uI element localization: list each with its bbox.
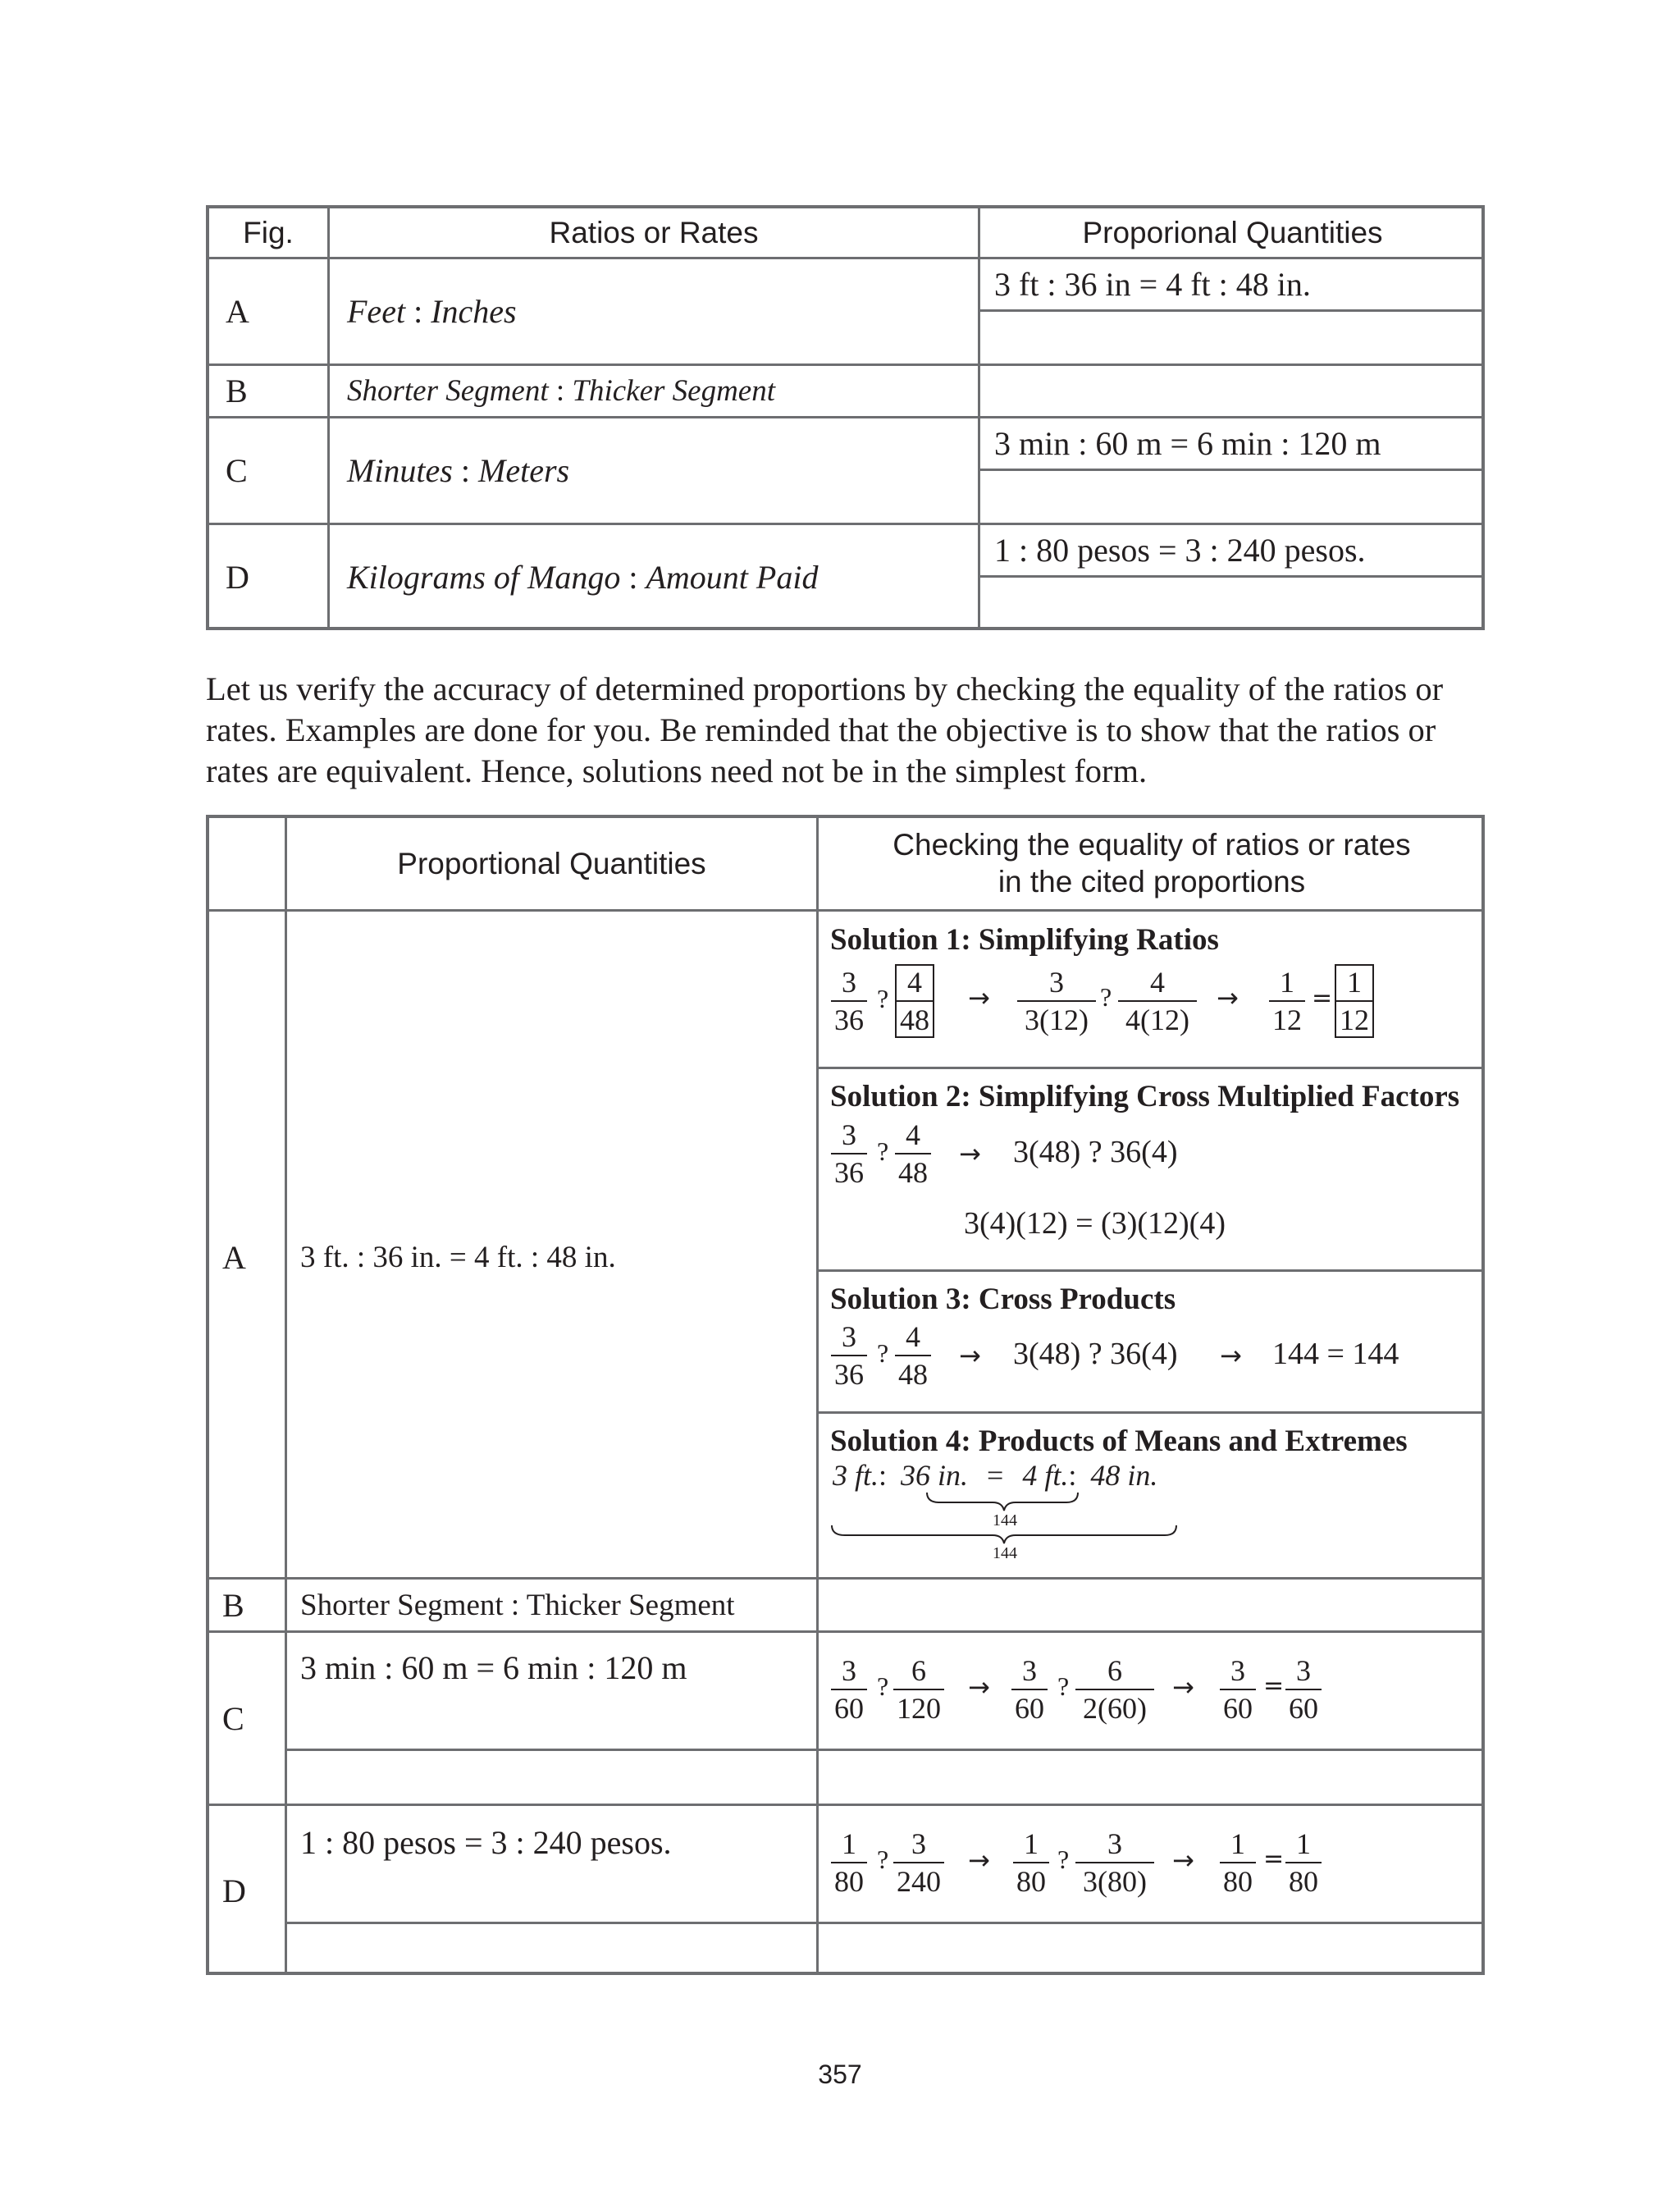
- fraction: [831, 1320, 867, 1391]
- verification-table: [206, 815, 1485, 1975]
- numerator: 4: [1150, 966, 1165, 999]
- equals-sign: =: [987, 1459, 1004, 1492]
- mean-c: 4 ft.: [1022, 1459, 1069, 1492]
- quantity-c: 3 min : 60 m = 6 min : 120 m: [994, 425, 1381, 462]
- ratio-d-right: Amount Paid: [646, 558, 819, 596]
- denominator: 80: [1289, 1865, 1318, 1898]
- numerator: 3: [1230, 1654, 1245, 1687]
- arrow-icon: →: [968, 1671, 990, 1703]
- denominator: 48: [898, 1156, 928, 1189]
- denominator: 3(12): [1025, 1004, 1089, 1036]
- row-divider: [816, 1067, 1481, 1069]
- fraction: [1075, 1827, 1154, 1898]
- question-mark: ?: [1100, 982, 1112, 1012]
- quantity-d: 1 : 80 pesos = 3 : 240 pesos.: [994, 532, 1366, 569]
- denominator: 36: [834, 1358, 864, 1391]
- cross-multiplied-expression: 3(48) ? 36(4): [1013, 1135, 1178, 1169]
- denominator: 36: [834, 1156, 864, 1189]
- ratio-b-left: Shorter Segment: [347, 374, 549, 408]
- numerator: 4: [906, 1320, 920, 1353]
- numerator: 3: [842, 1320, 856, 1353]
- denominator: 4(12): [1125, 1004, 1189, 1036]
- row-divider: [209, 1630, 1481, 1633]
- header-ratios: Ratios or Rates: [549, 215, 759, 249]
- fig-a-label: A: [226, 293, 249, 330]
- fraction: [1285, 1654, 1322, 1725]
- ratio-a-right: Inches: [431, 293, 517, 330]
- arrow-icon: →: [1172, 1845, 1194, 1876]
- numerator: 3: [1049, 966, 1064, 999]
- question-mark: ?: [877, 1671, 889, 1701]
- equals-sign: =: [1263, 1845, 1285, 1873]
- fig-d-label: D: [222, 1872, 246, 1909]
- row-divider: [978, 575, 1481, 578]
- numerator: 3: [911, 1827, 926, 1860]
- denominator: 3(80): [1083, 1865, 1147, 1898]
- numerator: 4: [906, 1118, 920, 1151]
- ratio-d: Kilograms of Mango : Amount Paid: [347, 558, 819, 596]
- question-mark: ?: [877, 1845, 889, 1874]
- denominator: 12: [1272, 1004, 1302, 1036]
- numerator: 3: [842, 1654, 856, 1687]
- numerator: 6: [911, 1654, 926, 1687]
- fraction: [895, 1118, 931, 1189]
- arrow-icon: →: [959, 1340, 981, 1371]
- denominator: 48: [900, 1004, 929, 1036]
- row-divider: [285, 1749, 1481, 1751]
- quantity-c: [300, 1643, 687, 1692]
- numerator: 1: [1230, 1827, 1245, 1860]
- row-divider: [816, 1269, 1481, 1272]
- fig-a-label: A: [222, 1238, 246, 1276]
- arrow-icon: →: [968, 982, 990, 1013]
- quantity-a: 3 ft : 36 in = 4 ft : 48 in.: [994, 266, 1311, 303]
- solution4-title: Solution 4: Products of Means and Extremes: [830, 1424, 1408, 1458]
- fraction: [1013, 1827, 1049, 1898]
- denominator: 60: [834, 1692, 864, 1725]
- ratio-d-left: Kilograms of Mango: [347, 558, 621, 596]
- ratios-table: [206, 205, 1485, 630]
- quantity-a: [300, 1237, 616, 1278]
- fraction: [1220, 1654, 1256, 1725]
- fraction: [1017, 966, 1096, 1036]
- header-proportional-quantities: Proportional Quantities: [397, 846, 706, 880]
- ratio-c-left: Minutes: [347, 452, 453, 489]
- fraction: [831, 1654, 867, 1725]
- extreme-d: 48 in.: [1090, 1459, 1158, 1492]
- quantity-c-text: 3 min : 60 m = 6 min : 120 m: [300, 1648, 687, 1686]
- row-divider: [978, 309, 1481, 312]
- solution3-title: Solution 3: Cross Products: [830, 1282, 1176, 1316]
- brace-connectors: [829, 1491, 1206, 1548]
- numerator: 1: [1280, 966, 1294, 999]
- fraction: [1075, 1654, 1154, 1725]
- question-mark: ?: [877, 1136, 889, 1166]
- denominator: 80: [1223, 1865, 1253, 1898]
- solution2-title: Solution 2: Simplifying Cross Multiplied Factors: [830, 1080, 1460, 1113]
- fraction: [1118, 966, 1197, 1036]
- denominator: 80: [834, 1865, 864, 1898]
- numerator: 3: [1022, 1654, 1037, 1687]
- quantity-a-text: 3 ft. : 36 in. = 4 ft. : 48 in.: [300, 1240, 616, 1274]
- paragraph-line: Let us verify the accuracy of determined proportions by checking the equality of the ratios or: [206, 670, 1444, 707]
- fraction: [831, 966, 867, 1036]
- denominator: 2(60): [1083, 1692, 1147, 1725]
- header-fig: Fig.: [243, 215, 294, 249]
- numerator: 3: [1296, 1654, 1311, 1687]
- denominator: 12: [1340, 1004, 1369, 1036]
- ratio-c-right: Meters: [478, 452, 570, 489]
- numerator: 3: [842, 1118, 856, 1151]
- fraction: [1220, 1827, 1256, 1898]
- row-divider: [978, 469, 1481, 471]
- denominator: 120: [897, 1692, 941, 1725]
- fig-c-label: C: [222, 1699, 244, 1737]
- arrow-icon: →: [1172, 1671, 1194, 1703]
- solution1-title: Solution 1: Simplifying Ratios: [830, 923, 1219, 957]
- numerator: 3: [1107, 1827, 1122, 1860]
- fraction: [895, 1320, 931, 1391]
- ratio-c: Minutes : Meters: [347, 452, 570, 489]
- extreme-a: 3 ft.: [833, 1459, 879, 1492]
- mean-b: 36 in.: [901, 1459, 969, 1492]
- row-divider: [816, 1411, 1481, 1414]
- col-divider: [816, 818, 819, 1972]
- denominator: 60: [1015, 1692, 1044, 1725]
- numerator: 1: [1024, 1827, 1039, 1860]
- arrow-icon: →: [959, 1138, 981, 1169]
- denominator: 60: [1223, 1692, 1253, 1725]
- fig-b-label: B: [226, 373, 248, 409]
- instructions-paragraph: [206, 669, 1486, 792]
- quantity-d: [300, 1817, 672, 1867]
- cross-product-expression: 3(48) ? 36(4): [1013, 1337, 1178, 1371]
- numerator: 1: [842, 1827, 856, 1860]
- means-extremes-proportion: 3 ft.: 36 in. = 4 ft.: 48 in.: [833, 1459, 1158, 1492]
- denominator: 60: [1289, 1692, 1318, 1725]
- numerator: 1: [1296, 1827, 1311, 1860]
- numerator: 1: [1347, 966, 1362, 999]
- row-divider: [209, 1804, 1481, 1806]
- numerator: 4: [907, 966, 922, 999]
- denominator: 36: [834, 1004, 864, 1036]
- denominator: 48: [898, 1358, 928, 1391]
- paragraph-line: rates are equivalent. Hence, solutions need not be in the simplest form.: [206, 752, 1148, 789]
- cross-product-result: 144 = 144: [1272, 1337, 1399, 1371]
- fig-b-label: B: [222, 1586, 244, 1624]
- header-quantities: Proporional Quantities: [1082, 215, 1383, 249]
- page-number: 357: [818, 2060, 862, 2089]
- fraction: [1011, 1654, 1048, 1725]
- means-brace: [927, 1493, 1078, 1511]
- fraction: [831, 1827, 867, 1898]
- numerator: 6: [1107, 1654, 1122, 1687]
- denominator: 80: [1016, 1865, 1046, 1898]
- fraction: [1269, 966, 1305, 1036]
- ratio-b: Shorter Segment : Thicker Segment: [347, 374, 776, 408]
- extremes-product: 144: [993, 1544, 1017, 1562]
- ratio-a-left: Feet: [347, 293, 406, 330]
- quantity-d-text: 1 : 80 pesos = 3 : 240 pesos.: [300, 1823, 672, 1861]
- paragraph-line: rates. Examples are done for you. Be reminded that the objective is to show that the ratios or: [206, 711, 1436, 748]
- col-divider: [285, 818, 287, 1972]
- boxed-fraction: [895, 964, 934, 1038]
- question-mark: ?: [1057, 1845, 1070, 1874]
- equals-sign: =: [1312, 984, 1333, 1013]
- equals-sign: =: [1263, 1671, 1285, 1700]
- denominator: 240: [897, 1865, 941, 1898]
- row-divider: [209, 909, 1481, 912]
- quantity-b: Shorter Segment : Thicker Segment: [300, 1588, 735, 1622]
- fraction: [893, 1654, 944, 1725]
- simplified-factors-expression: 3(4)(12) = (3)(12)(4): [964, 1206, 1226, 1241]
- arrow-icon: →: [1220, 1340, 1242, 1371]
- question-mark: ?: [877, 1338, 889, 1368]
- numerator: 3: [842, 966, 856, 999]
- fig-c-label: C: [226, 452, 248, 489]
- ratio-a: Feet : Inches: [347, 293, 517, 330]
- header-checking-line1: Checking the equality of ratios or rates: [892, 828, 1411, 862]
- arrow-icon: →: [968, 1845, 990, 1876]
- ratio-b-right: Thicker Segment: [572, 374, 776, 408]
- fraction: [1285, 1827, 1322, 1898]
- boxed-fraction: [1335, 964, 1374, 1038]
- header-checking-line2: in the cited proportions: [998, 865, 1306, 898]
- arrow-icon: →: [1217, 982, 1239, 1013]
- fig-d-label: D: [226, 558, 249, 596]
- question-mark: ?: [877, 984, 889, 1013]
- question-mark: ?: [1057, 1671, 1070, 1701]
- fraction: [893, 1827, 944, 1898]
- means-product: 144: [993, 1511, 1017, 1529]
- fraction: [831, 1118, 867, 1189]
- row-divider: [285, 1922, 1481, 1924]
